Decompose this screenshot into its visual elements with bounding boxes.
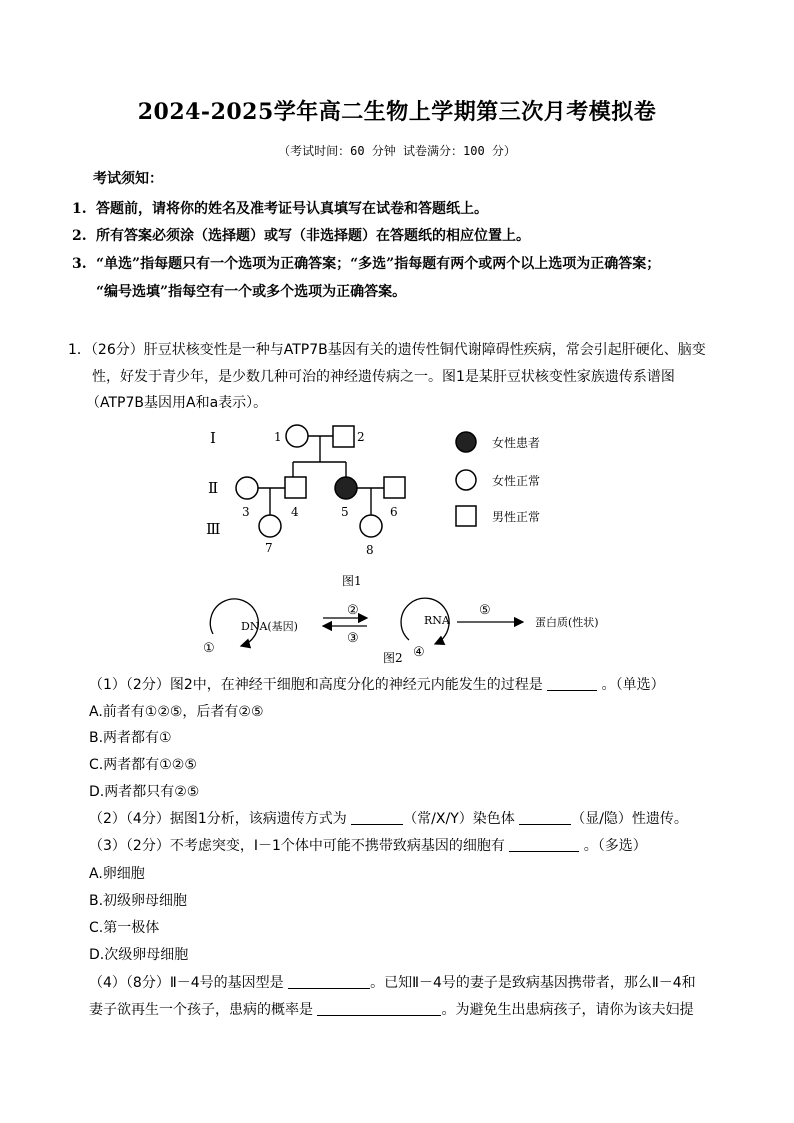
legend-female-normal-symbol (456, 470, 476, 490)
pedigree-female-affected (335, 477, 357, 499)
question-1-line: （ATP7B基因用A和a表示）。 (86, 395, 268, 411)
step-label: ① (203, 641, 215, 656)
note-item (72, 279, 732, 305)
pedigree-male-normal (333, 426, 354, 447)
option-c: C.两者都有①②⑤ (89, 757, 197, 773)
pedigree-male-normal (384, 477, 405, 498)
individual-number: 2 (357, 430, 365, 444)
answer-blank[interactable] (351, 810, 403, 825)
answer-blank[interactable] (317, 1001, 441, 1016)
stem-text: 。已知Ⅱ－4号的妻子是致病基因携带者，那么Ⅱ－4和 (370, 975, 696, 991)
exam-info: （考试时间：60 分钟 试卷满分：100 分） (278, 144, 516, 158)
individual-number: 4 (291, 505, 299, 519)
stem-text: （1）（2分）图2中，在神经干细胞和高度分化的神经元内能发生的过程是 (89, 677, 543, 693)
subquestion-4-line (89, 997, 693, 1023)
dna-label: DNA(基因) (241, 620, 298, 633)
step-label: ③ (347, 631, 359, 646)
pedigree-figure (190, 415, 610, 595)
step-label: ⑤ (479, 603, 491, 618)
option-b: B.初级卵母细胞 (89, 893, 188, 909)
stem-text: 妻子欲再生一个孩子，患病的概率是 (89, 1002, 313, 1018)
option-a: A.卵细胞 (89, 866, 145, 882)
option-a: A.前者有①②⑤，后者有②⑤ (89, 704, 264, 720)
note-item (72, 196, 732, 222)
question-1-line: 1．（26分）肝豆状核变性是一种与ATP7B基因有关的遗传性铜代谢障碍性疾病，常会引起肝硬化、脑变 (68, 342, 706, 358)
answer-blank[interactable] (547, 676, 597, 691)
central-dogma-figure (195, 590, 625, 670)
pedigree-female-normal (286, 425, 308, 447)
individual-number: 6 (390, 505, 398, 519)
figure-caption: 图1 (342, 574, 362, 588)
pedigree-female-normal (360, 515, 382, 537)
answer-blank[interactable] (288, 974, 370, 989)
stem-text: （2）（4分）据图1分析，该病遗传方式为 (89, 811, 347, 827)
option-d: D.两者都只有②⑤ (89, 784, 200, 800)
answer-blank[interactable] (519, 810, 571, 825)
subquestion-1-stem (89, 672, 665, 698)
protein-label: 蛋白质(性状) (535, 616, 599, 629)
note-text: 答题前，请将你的姓名及准考证号认真填写在试卷和答题纸上。 (96, 201, 488, 217)
subquestion-3-stem (89, 833, 647, 859)
generation-label: Ⅱ (208, 479, 219, 497)
legend-label: 女性患者 (492, 436, 541, 450)
legend-female-affected-symbol (456, 432, 476, 452)
answer-blank[interactable] (509, 837, 579, 852)
note-number: 2. (72, 228, 87, 244)
option-c: C.第一极体 (89, 920, 160, 936)
stem-text: 。（多选） (583, 838, 647, 854)
legend-label: 女性正常 (492, 474, 541, 488)
note-number: 1. (72, 201, 87, 217)
note-item (72, 251, 732, 277)
individual-number: 5 (341, 505, 349, 519)
step-label: ④ (413, 645, 425, 660)
subquestion-2-stem (89, 806, 688, 832)
pedigree-female-normal (236, 477, 258, 499)
note-number: 3. (72, 256, 87, 272)
individual-number: 8 (366, 543, 374, 557)
notes-heading: 考试须知： (93, 171, 163, 187)
stem-text: （4）（8分）Ⅱ－4号的基因型是 (89, 975, 284, 991)
rna-label: RNA (424, 614, 450, 627)
option-b: B.两者都有① (89, 730, 172, 746)
option-d: D.次级卵母细胞 (89, 947, 189, 963)
note-item (72, 223, 732, 249)
individual-number: 1 (274, 430, 282, 444)
step-label: ② (347, 603, 359, 618)
page-title: 2024-2025学年高二生物上学期第三次月考模拟卷 (137, 99, 657, 125)
note-text: “编号选填”指每空有一个或多个选项为正确答案。 (96, 284, 407, 300)
stem-text: 。（单选） (601, 677, 665, 693)
stem-text: （常/X/Y）染色体 (403, 811, 515, 827)
legend-male-normal-symbol (456, 506, 476, 526)
pedigree-female-normal (259, 515, 281, 537)
stem-text: 。为避免生出患病孩子，请你为该夫妇提 (441, 1002, 694, 1018)
generation-label: Ⅰ (210, 429, 216, 447)
subquestion-4-line (89, 970, 696, 996)
pedigree-male-normal (285, 477, 306, 498)
generation-label: Ⅲ (206, 520, 221, 538)
note-text: 所有答案必须涂（选择题）或写（非选择题）在答题纸的相应位置上。 (96, 228, 530, 244)
question-1-line: 性，好发于青少年，是少数几种可治的神经遗传病之一。图1是某肝豆状核变性家族遗传系谱图 (92, 369, 675, 385)
stem-text: （3）（2分）不考虑突变，Ⅰ－1个体中可能不携带致病基因的细胞有 (89, 838, 505, 854)
stem-text: （显/隐）性遗传。 (571, 811, 688, 827)
figure-caption: 图2 (383, 651, 403, 665)
individual-number: 7 (265, 541, 273, 555)
note-text: “单选”指每题只有一个选项为正确答案；“多选”指每题有两个或两个以上选项为正确答案； (96, 256, 661, 272)
individual-number: 3 (242, 505, 250, 519)
legend-label: 男性正常 (492, 510, 541, 524)
